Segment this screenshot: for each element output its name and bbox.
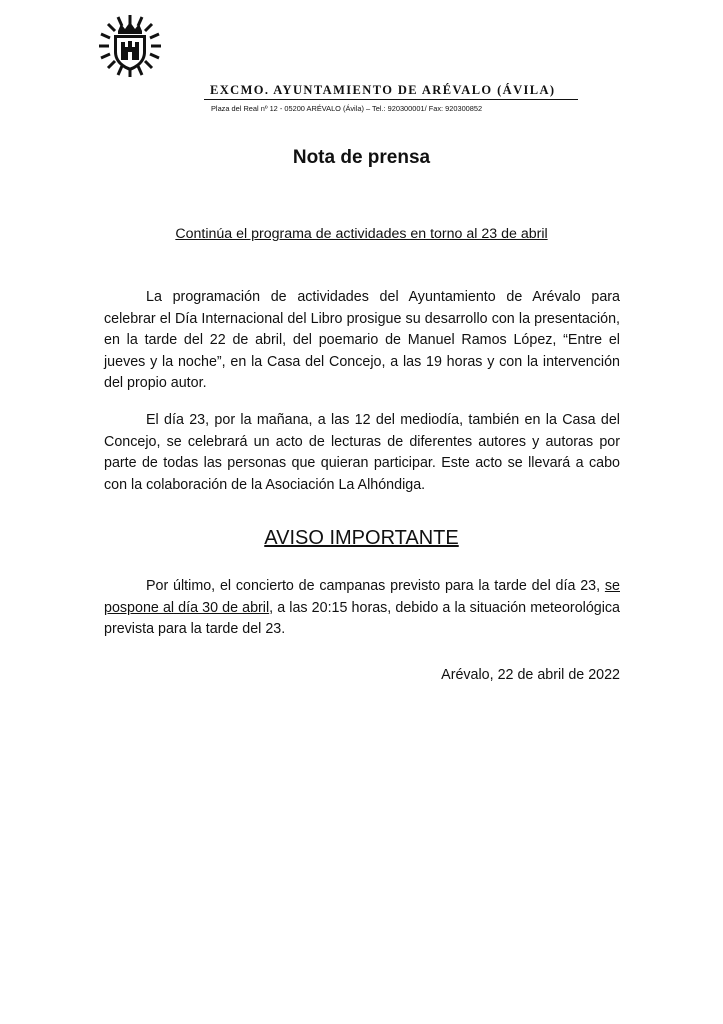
paragraph-readings-event: El día 23, por la mañana, a las 12 del mediodía, también en la Casa del Concejo, se celebrará un acto de lecturas de diferentes autores y autoras por parte de todas las personas que quieran participar. Este acto se llevará a cabo con la colaboración de la Asociación La Alhóndiga. xyxy=(104,412,620,493)
place-and-date: Arévalo, 22 de abril de 2022 xyxy=(441,667,620,683)
municipal-coat-of-arms-icon xyxy=(98,14,162,78)
paragraph-book-presentation: La programación de actividades del Ayuntamiento de Arévalo para celebrar el Día Internacional del Libro prosigue su desarrollo con la presentación, en la tarde del 22 de abril, del poemario de Manuel Ramos López, “Entre el jueves y la noche”, en la Casa del Concejo, a las 19 horas y con la intervención del propio autor. xyxy=(104,289,620,392)
organization-address: Plaza del Real nº 12 - 05200 ARÉVALO (Ávila) – Tel.: 920300001/ Fax: 920300852 xyxy=(211,104,483,113)
paragraph-bell-concert xyxy=(104,576,620,641)
organization-name: EXCMO. AYUNTAMIENTO DE ARÉVALO (ÁVILA) xyxy=(210,83,556,97)
postponement-highlight: se pospone al día 30 de abril xyxy=(104,578,620,616)
notice-heading: AVISO IMPORTANTE xyxy=(264,527,459,549)
header-divider xyxy=(204,99,578,100)
document-title: Nota de prensa xyxy=(292,147,431,168)
paragraph-bell-concert-text: Por último, el concierto de campanas previsto para la tarde del día 23, xyxy=(146,578,605,594)
document-subtitle: Continúa el programa de actividades en torno al 23 de abril xyxy=(175,226,548,242)
paragraph-bell-concert-text-end: , a las 20:15 horas, debido a la situación meteorológica prevista para la tarde del 23. xyxy=(104,599,620,638)
